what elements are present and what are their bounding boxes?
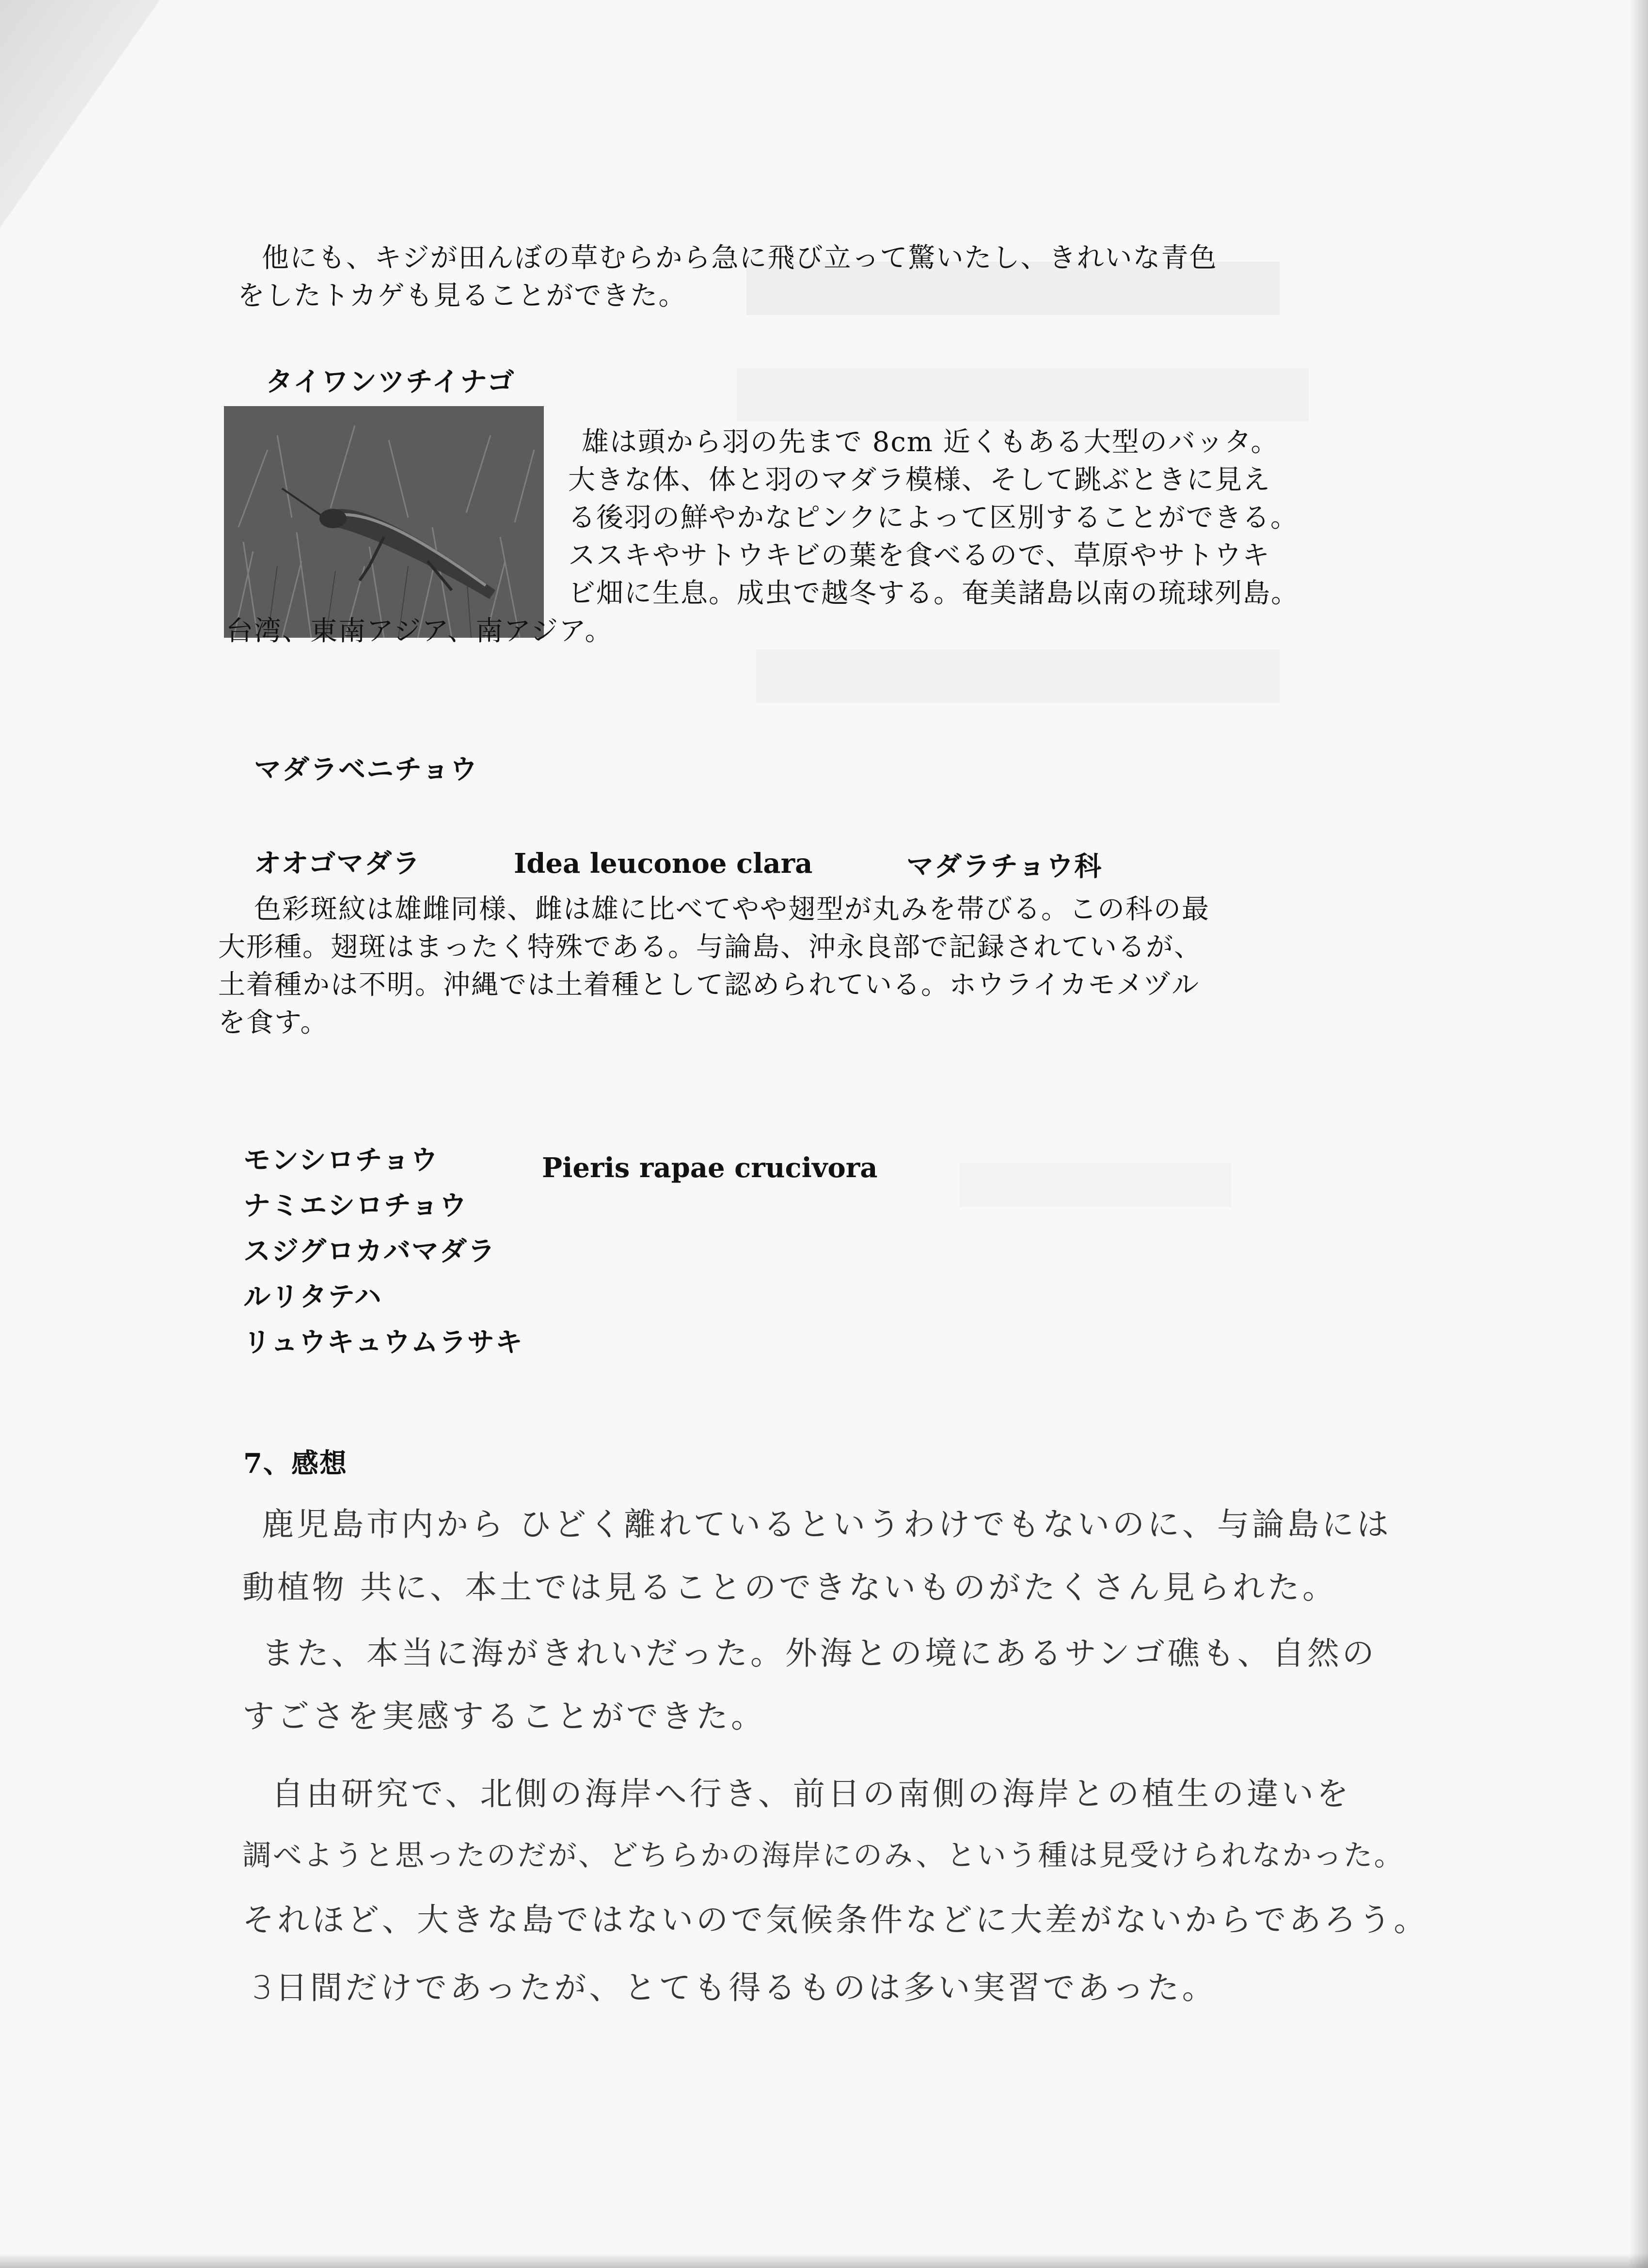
fold-shadow <box>0 0 194 271</box>
impressions-line-8: 3日間だけであったが、とても得るものは多い実習であった。 <box>252 1969 1217 2006</box>
taiwan-line-5: ビ畑に生息。成虫で越冬する。奄美諸島以南の琉球列島。 <box>568 578 1299 609</box>
oogoma-family: マダラチョウ科 <box>906 850 1103 882</box>
intro-line-1: 他にも、キジが田んぼの草むらから急に飛び立って驚いたし、きれいな青色 <box>262 242 1218 274</box>
species-monshiro: モンシロチョウ <box>243 1144 439 1176</box>
page-edge-right <box>1629 0 1648 2268</box>
taiwan-line-1: 雄は頭から羽の先まで 8cm 近くもある大型のバッタ。 <box>582 426 1279 458</box>
page-edge-bottom <box>0 2253 1648 2268</box>
taiwan-line-3: る後羽の鮮やかなピンクによって区別することができる。 <box>568 502 1299 534</box>
intro-line-2: をしたトカゲも見ることができた。 <box>238 280 687 312</box>
species-item: リュウキュウムラサキ <box>243 1326 523 1358</box>
oogoma-name: オオゴマダラ <box>254 848 421 880</box>
taiwan-line-4: ススキやサトウキビの葉を食べるので、草原やサトウキ <box>568 540 1270 571</box>
oogoma-latin: Idea leuconoe clara <box>514 848 813 880</box>
bleed-through-mark <box>737 368 1309 422</box>
oogoma-line-2: 大形種。翅斑はまったく特殊である。与論島、沖永良部で記録されているが、 <box>218 931 1202 963</box>
grasshopper-photo-icon <box>224 406 544 638</box>
species-item: スジグロカバマダラ <box>243 1235 496 1267</box>
madara-beni-heading: マダラベニチョウ <box>254 754 478 786</box>
impressions-line-6: 調べようと思ったのだが、どちらかの海岸にのみ、という種は見受けられなかった。 <box>242 1839 1405 1873</box>
impressions-line-3: また、本当に海がきれいだった。外海との境にあるサンゴ礁も、自然の <box>262 1635 1377 1672</box>
oogoma-line-1: 色彩斑紋は雄雌同様、雌は雄に比べてやや翅型が丸みを帯びる。この科の最 <box>254 894 1210 925</box>
grasshopper-photo <box>224 406 544 638</box>
species-item: ナミエシロチョウ <box>243 1190 468 1222</box>
impressions-line-5: 自由研究で、北側の海岸へ行き、前日の南側の海岸との植生の違いを <box>271 1775 1352 1812</box>
oogoma-line-4: を食す。 <box>218 1007 329 1039</box>
taiwan-heading: タイワンツチイナゴ <box>266 366 515 398</box>
impressions-line-2: 動植物 共に、本土では見ることのできないものがたくさん見られた。 <box>242 1569 1337 1606</box>
bleed-through-mark <box>960 1163 1231 1207</box>
impressions-line-7: それほど、大きな島ではないので気候条件などに大差がないからであろう。 <box>242 1901 1429 1938</box>
impressions-heading: 7、感想 <box>243 1448 348 1480</box>
taiwan-line-2: 大きな体、体と羽のマダラ模様、そして跳ぶときに見え <box>568 464 1271 496</box>
impressions-line-4: すごさを実感することができた。 <box>242 1698 766 1735</box>
oogoma-line-3: 土着種かは不明。沖縄では土着種として認められている。ホウライカモメヅル <box>218 969 1200 1001</box>
taiwan-line-6: 台湾、東南アジア、南アジア。 <box>226 615 613 647</box>
bleed-through-mark <box>756 649 1280 703</box>
impressions-line-1: 鹿児島市内から ひどく離れているというわけでもないのに、与論島には <box>262 1506 1392 1543</box>
species-item: ルリタテハ <box>243 1281 382 1313</box>
species-monshiro-latin: Pieris rapae crucivora <box>542 1152 878 1184</box>
